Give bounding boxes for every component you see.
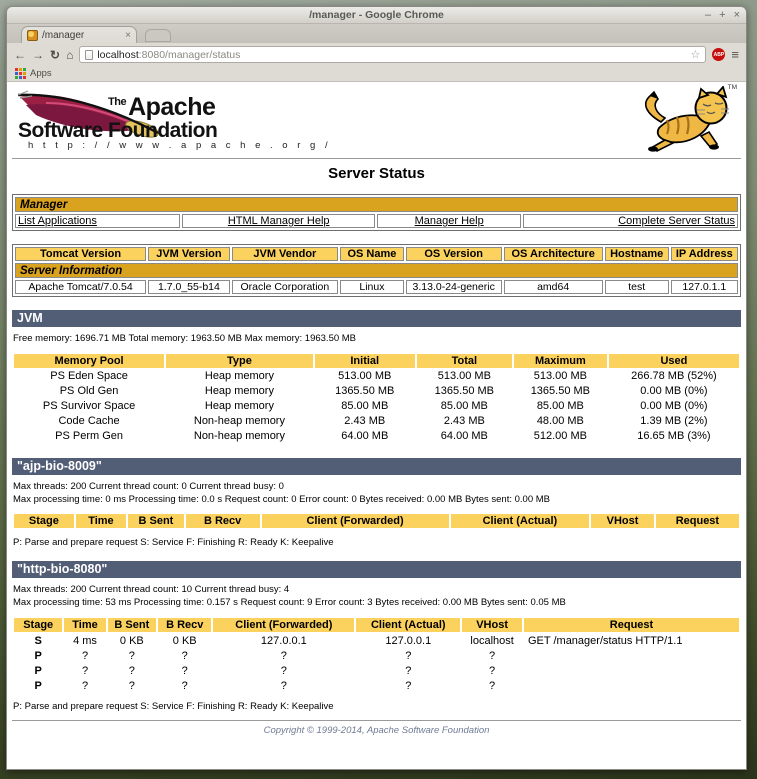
column-header: Total [417,354,512,368]
url-text[interactable] [97,49,686,61]
tab-manager[interactable] [21,26,137,43]
column-header: Stage [14,618,62,632]
column-header: OS Architecture [504,247,603,261]
table-cell: 2.43 MB [344,415,386,428]
table-row [14,679,739,692]
table-cell: 1.39 MB (2%) [640,415,708,428]
footer-divider [12,720,741,721]
table-cell: ? [81,679,89,692]
table-cell [524,649,739,662]
http-connector-section-header: "http-bio-8080" [12,561,741,578]
reload-icon[interactable]: ↻ [50,47,61,62]
table-row [14,370,739,383]
table-cell: ? [81,649,89,662]
new-tab-button[interactable] [145,29,171,42]
bookmarks-bar [7,66,746,82]
url-host: localhost [97,48,139,61]
table-cell: GET /manager/status HTTP/1.1 [528,634,683,647]
http-requests-table [12,616,741,694]
table-row [14,415,739,428]
table-cell: Oracle Corporation [232,280,338,294]
column-header: OS Version [406,247,502,261]
column-header: B Sent [128,514,183,528]
chrome-menu-icon[interactable]: ≡ [731,47,739,62]
column-header: JVM Vendor [232,247,338,261]
table-cell: S [34,634,42,647]
column-header: VHost [462,618,522,632]
table-cell: 85.00 MB [536,400,584,413]
browser-window [6,6,747,770]
table-cell: 0 KB [119,634,144,647]
jvm-table-header [14,354,739,368]
ajp-requests-table [12,512,741,530]
asf-the: The [108,96,127,108]
link-complete-server-status[interactable]: Complete Server Status [618,215,735,227]
table-cell: P [34,664,42,677]
column-header: Used [609,354,739,368]
table-cell: Non-heap memory [193,415,285,428]
http-stage-legend: P: Parse and prepare request S: Service F: Finishing R: Ready K: Keepalive [13,701,334,713]
column-header: Time [64,618,105,632]
table-row [14,634,739,647]
table-cell: ? [405,664,412,677]
page-content [7,82,746,770]
home-icon[interactable]: ⌂ [66,47,74,62]
column-header: Time [76,514,126,528]
apache-logo[interactable] [16,87,332,151]
page-doc-icon [85,50,93,60]
table-cell: 266.78 MB (52%) [631,370,717,383]
http-stats-line2: Max processing time: 53 ms Processing time: 0.157 s Request count: 9 Error count: 3 Bytes received: 0.00 MB Bytes sent: 0.05 MB [13,597,566,609]
manager-nav-table [12,194,741,231]
table-cell: 0.00 MB (0%) [640,400,708,413]
ajp-table-header [14,514,739,528]
apps-grid-icon[interactable] [15,68,26,79]
copyright-notice: Copyright © 1999-2014, Apache Software Foundation [263,725,490,737]
table-cell: 0.00 MB (0%) [640,385,708,398]
table-cell: ? [181,664,188,677]
table-cell: localhost [470,634,514,647]
table-cell: 64.00 MB [440,430,488,443]
column-header: Initial [315,354,415,368]
column-header: Client (Actual) [356,618,460,632]
table-cell: PS Old Gen [59,385,119,398]
table-cell: 85.00 MB [341,400,389,413]
url-path: :8080/manager/status [138,48,241,61]
tab-strip [7,24,746,43]
server-info-header [15,247,738,261]
column-header: Hostname [605,247,669,261]
jvm-section-header: JVM [12,310,741,327]
table-row [14,664,739,677]
table-cell: 513.00 MB [437,370,491,383]
column-header: Type [166,354,313,368]
navigation-toolbar [7,43,746,66]
table-cell: ? [489,664,496,677]
table-row [14,400,739,413]
table-cell: 513.00 MB [533,370,587,383]
table-cell: Heap memory [204,400,274,413]
table-cell: P [34,679,42,692]
table-cell: ? [128,679,135,692]
http-table-body [14,634,739,692]
table-cell: Heap memory [204,370,274,383]
tab-label: /manager [42,29,85,41]
table-cell: 127.0.0.1 [385,634,432,647]
http-table-header [14,618,739,632]
column-header: Client (Forwarded) [262,514,449,528]
table-cell: 127.0.1.1 [671,280,738,294]
table-cell: 4 ms [73,634,97,647]
table-row [15,280,738,294]
table-cell: 85.00 MB [440,400,488,413]
table-cell: 127.0.0.1 [260,634,307,647]
table-cell: 1365.50 MB [335,385,395,398]
table-cell: test [605,280,669,294]
asf-url: h t t p : / / w w w . a p a c h e . o r g / [28,140,332,151]
table-cell: PS Perm Gen [55,430,123,443]
tab-close-icon[interactable]: × [125,29,131,41]
table-cell [524,679,739,692]
table-cell: ? [489,649,496,662]
bookmark-star-icon[interactable]: ☆ [690,49,701,61]
table-cell: 1.7.0_55-b14 [148,280,230,294]
table-cell: Apache Tomcat/7.0.54 [15,280,146,294]
table-cell: ? [128,664,135,677]
forward-icon[interactable]: → [32,47,44,62]
back-icon[interactable]: ← [14,47,26,62]
column-header: IP Address [671,247,738,261]
table-cell: ? [280,649,287,662]
ajp-connector-section-header: "ajp-bio-8009" [12,458,741,475]
table-cell: ? [405,649,412,662]
jvm-memory-summary: Free memory: 1696.71 MB Total memory: 1963.50 MB Max memory: 1963.50 MB [13,333,357,344]
trademark-label: TM [727,84,737,91]
column-header: B Recv [186,514,260,528]
header-divider [12,158,741,159]
table-cell: 0 KB [172,634,197,647]
table-cell: ? [181,649,188,662]
maximize-button[interactable]: + [719,9,726,21]
link-html-manager-help[interactable]: HTML Manager Help [227,215,330,227]
link-list-applications[interactable]: List Applications [18,215,97,227]
ajp-thread-stats [13,481,741,507]
table-cell: ? [128,649,135,662]
link-manager-help[interactable]: Manager Help [414,215,484,227]
http-stats-line1: Max threads: 200 Current thread count: 10 Current thread busy: 4 [13,584,290,596]
column-header: Maximum [514,354,607,368]
table-cell [524,664,739,677]
ajp-stats-line2: Max processing time: 0 ms Processing time: 0.0 s Request count: 0 Error count: 0 Bytes received: 0.00 MB Bytes sent: 0.00 MB [13,493,550,505]
table-cell: 48.00 MB [536,415,584,428]
table-cell: 512.00 MB [533,430,587,443]
page-header [12,84,741,156]
column-header: Request [656,514,739,528]
table-cell: PS Survivor Space [42,400,136,413]
table-cell: 16.65 MB (3%) [637,430,711,443]
tomcat-cat-icon [631,86,735,152]
column-header: Client (Forwarded) [213,618,354,632]
table-cell: Linux [340,280,404,294]
server-info-table [12,244,741,297]
asf-subtitle: Software Foundation [18,119,218,142]
column-header: Memory Pool [14,354,164,368]
apps-label[interactable]: Apps [30,68,52,79]
column-header: B Sent [108,618,156,632]
table-cell: 1365.50 MB [530,385,591,398]
asf-name: Apache [128,93,216,121]
adblock-extension-icon[interactable]: ABP [712,48,725,61]
table-cell: P [34,649,42,662]
table-cell: amd64 [504,280,603,294]
table-cell: ? [81,664,89,677]
table-cell: ? [280,664,287,677]
table-cell: PS Eden Space [50,370,128,383]
table-cell: Non-heap memory [193,430,285,443]
table-cell: 2.43 MB [443,415,485,428]
table-cell: 64.00 MB [341,430,389,443]
http-thread-stats [13,584,741,610]
table-cell: ? [280,679,287,692]
jvm-memory-table [12,352,741,445]
column-header: Stage [14,514,74,528]
window-title: /manager - Google Chrome [309,9,444,21]
column-header: OS Name [340,247,404,261]
table-cell: Heap memory [204,385,274,398]
table-row [14,385,739,398]
column-header: Request [524,618,739,632]
table-cell: ? [181,679,188,692]
server-info-body [15,280,738,294]
jvm-table-body [14,370,739,443]
asf-title [108,93,215,122]
column-header: B Recv [158,618,211,632]
table-cell: 513.00 MB [338,370,392,383]
window-titlebar[interactable] [7,7,746,24]
close-button[interactable]: × [733,9,740,21]
tab-favicon-tomcat-icon [27,30,38,41]
column-header: VHost [591,514,654,528]
page-title: Server Status [328,165,425,182]
table-cell: 1365.50 MB [434,385,494,398]
column-header: Tomcat Version [15,247,146,261]
column-header: JVM Version [148,247,230,261]
table-row [14,649,739,662]
table-row [14,430,739,443]
manager-section-title: Manager [15,197,738,212]
ajp-stats-line1: Max threads: 200 Current thread count: 0 Current thread busy: 0 [13,480,284,492]
server-info-section-title: Server Information [15,263,738,278]
tomcat-logo[interactable] [631,86,735,152]
table-cell: 3.13.0-24-generic [406,280,502,294]
table-cell: ? [405,679,412,692]
ajp-stage-legend: P: Parse and prepare request S: Service F: Finishing R: Ready K: Keepalive [13,537,334,549]
minimize-button[interactable]: – [705,9,712,21]
column-header: Client (Actual) [451,514,590,528]
table-cell: Code Cache [58,415,120,428]
table-cell: ? [489,679,496,692]
url-bar[interactable] [79,46,706,63]
